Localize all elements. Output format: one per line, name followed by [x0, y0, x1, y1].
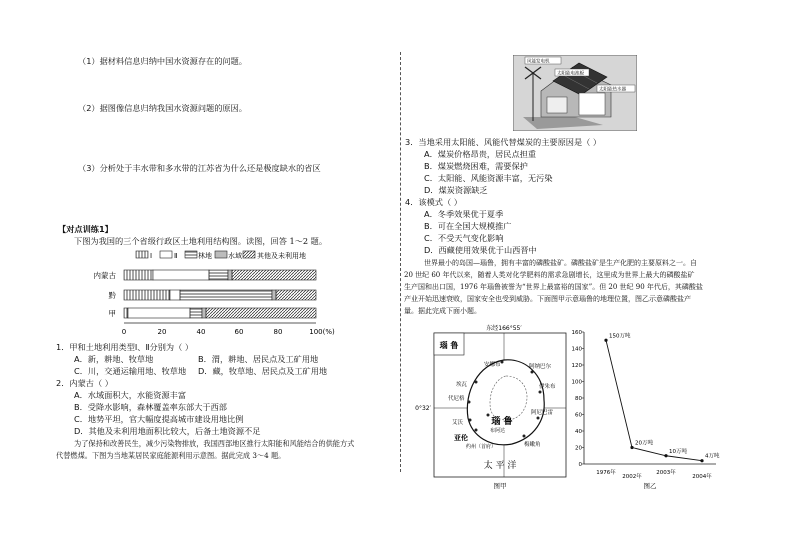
land-use-bar-chart: [84, 248, 344, 344]
y-tick-label: 80: [575, 396, 582, 402]
data-point: [630, 446, 633, 449]
q4-option-c: C．不受天气变化影响: [424, 233, 504, 243]
bar-qian-2: [170, 290, 180, 300]
map-center-label: 瑙 鲁: [491, 417, 513, 427]
legend-swatch-5: [243, 251, 255, 258]
phosphate-production-chart: [570, 322, 730, 494]
data-point: [604, 339, 607, 342]
legend-label-5: 其他及未利用地: [257, 252, 306, 260]
section-title: 【对点训练1】: [58, 224, 113, 234]
column-divider: [400, 52, 401, 472]
question-3-text: （3）分析处于丰水带和多水带的江苏省为什么还是极度缺水的省区: [78, 163, 321, 173]
q3-option-a: A．煤炭价格昂贵，居民点担重: [424, 149, 537, 159]
y-tick-label: 60: [575, 412, 582, 419]
map-longitude-label: 东经166°55′: [486, 325, 522, 332]
nauru-passage-4: 产业开始迅速衰败，国家安全也受到威胁。下面图甲示意瑙鲁的地理位置，图乙示意磷酸盐产: [404, 295, 691, 303]
tick-40: 40: [196, 328, 206, 336]
q1-option-a: A．新，耕地、牧草地: [74, 354, 154, 364]
y-tick-label: 100: [571, 379, 582, 386]
tick-100: 100(%): [309, 328, 335, 336]
passage-line-1: 为了保持和改善民生，减少污染物排放，我国西部地区推行太阳能和风能结合的供能方式: [74, 439, 355, 448]
bar-jia-3: [190, 308, 202, 318]
legend-label-4: 水域: [228, 252, 242, 260]
x-tick-label: 1976年: [596, 470, 616, 476]
legend-swatch-3: [185, 251, 197, 258]
y-tick-label: 140: [571, 346, 582, 353]
data-label: 10万吨: [669, 448, 687, 455]
data-point: [700, 459, 703, 462]
map-latitude-label: 0°32′: [415, 405, 431, 412]
q4-stem: 4．该模式（ ）: [405, 197, 462, 207]
q4-option-d: D．西藏使用效果优于山西晋中: [424, 245, 537, 255]
y-tick-label: 160: [571, 330, 582, 336]
question-1-text: （1）据材料信息归纳中国水资源存在的问题。: [78, 56, 247, 66]
data-label: 150万吨: [609, 333, 631, 340]
bar-nmg-4: [228, 270, 232, 280]
x-tick-label: 2002年: [622, 474, 642, 480]
q3-option-b: B．煤炭燃烧困难，需要保护: [424, 161, 528, 171]
nauru-passage-5: 量。据此完成下面小题。: [404, 307, 481, 315]
bar-jia-5: [206, 308, 316, 318]
nauru-passage-1: 世界最小的岛国—瑙鲁，拥有丰富的磷酸盐矿。磷酸盐矿是生产化肥的主要原料之一。自: [424, 259, 697, 267]
legend-swatch-2: [160, 251, 172, 258]
bar-jia-1: [124, 308, 128, 318]
q3-option-c: C．太阳能、风能资源丰富，无污染: [424, 173, 553, 183]
tick-60: 60: [234, 328, 244, 336]
place-aiwo: 艾沃: [452, 420, 464, 426]
x-tick-label: 2004年: [692, 474, 712, 480]
x-tick-label: 2003年: [656, 470, 676, 476]
row-label-2: 黔: [108, 291, 116, 300]
place-anibare: 阿尼巴雷: [531, 410, 554, 416]
production-line: [606, 340, 702, 460]
label-solar-heater: 太阳能热水器: [599, 87, 626, 93]
row-label-1: 内蒙古: [93, 271, 116, 280]
label-wind-turbine: 风能发电机: [527, 59, 550, 65]
label-solar-panel: 太阳能电池板: [557, 71, 584, 77]
nauru-passage-2: 20 世纪 60 年代以来，随着人类对化学肥料的需求急剧增长，这里成为世界上最大的磷酸盐矿: [404, 271, 695, 279]
y-tick-label: 40: [575, 429, 582, 435]
q1-option-d: D．藏，牧草地、居民点及工矿用地: [198, 366, 328, 376]
bar-jia-4: [202, 308, 206, 318]
nauru-map: [406, 320, 572, 492]
q3-stem: 3．当地采用太阳能、风能代替煤炭的主要原因是（ ）: [405, 137, 602, 147]
y-tick-label: 0: [578, 462, 582, 468]
row-label-3: 甲: [108, 309, 116, 318]
bar-nmg-3: [209, 270, 228, 280]
y-tick-label: 20: [575, 445, 582, 452]
q4-option-b: B．可在全国大规模推广: [424, 221, 512, 231]
q2-option-b: B．受降水影响，森林覆盖率东部大于西部: [74, 402, 227, 412]
q1-option-b: B．渭，耕地、居民点及工矿用地: [198, 354, 319, 364]
q1-option-c: C．川，交通运输用地、牧草地: [74, 366, 187, 376]
legend-swatch-1: [136, 251, 148, 258]
place-meneng: 梅嫩角: [524, 442, 541, 448]
bar-jia-2: [128, 308, 190, 318]
legend-label-2: Ⅱ: [174, 252, 178, 260]
chart-caption: 图乙: [643, 482, 657, 490]
map-caption: 图甲: [493, 482, 507, 490]
tick-0: 0: [121, 328, 127, 336]
bar-nmg-1: [124, 270, 153, 280]
q3-option-d: D．煤炭资源缺乏: [424, 185, 488, 195]
intro-text: 下图为我国的三个省级行政区土地利用结构图。读图，回答 1～2 题。: [74, 236, 328, 246]
q4-option-a: A．冬季效果优于夏季: [424, 209, 504, 219]
place-yaren: 亚伦: [454, 434, 468, 442]
q2-option-a: A．水域面积大，水能资源丰富: [74, 390, 187, 400]
tick-80: 80: [273, 328, 283, 336]
house-energy-illustration: [513, 55, 637, 131]
q2-option-c: C．地势平坦，官大幅度提高城市建设用地比例: [74, 414, 244, 424]
place-anabar: 阿纳巴尔: [529, 364, 552, 370]
place-buada: 布阿达: [490, 428, 506, 434]
q1-stem: 1．甲和土地利用类型Ⅰ、Ⅱ分别为（ ）: [56, 342, 194, 352]
q2-option-d: D．其他及未利用地面积比较大，后备土地资源不足: [74, 426, 261, 436]
place-ewa: 埃瓦: [456, 382, 468, 388]
nauru-passage-3: 生产国和出口国，1976 年瑙鲁被誉为“世界上最富裕的国家”。但 20 世纪 90 年代后，其磷酸盐: [404, 283, 703, 291]
legend-swatch-4: [215, 251, 227, 258]
place-denigomodu: 代尼格: [448, 396, 465, 402]
legend-label-3: 林地: [198, 252, 212, 260]
bar-qian-1: [124, 290, 170, 300]
bar-qian-3: [180, 290, 272, 300]
bar-nmg-2: [153, 270, 209, 280]
bar-nmg-5: [232, 270, 316, 280]
tick-20: 20: [157, 328, 167, 336]
map-country-label: 瑙 鲁: [439, 341, 459, 350]
data-label: 20万吨: [635, 440, 653, 447]
place-ijuw: 伊朱布: [539, 384, 556, 390]
y-tick-label: 120: [571, 363, 582, 369]
question-2-text: （2）据图像信息归纳我国水资源问题的原因。: [78, 103, 247, 113]
bar-qian-4: [272, 290, 276, 300]
place-capital-note: 约州（首府）: [466, 444, 497, 450]
map-ocean-label: 太 平 洋: [483, 461, 517, 471]
passage-line-2: 代替燃煤。下图为当地某居民家庭能源利用示意图。据此完成 3～4 题。: [56, 451, 286, 460]
legend-label-1: Ⅰ: [150, 252, 153, 260]
place-anabo: 安娜布: [484, 362, 501, 368]
q2-stem: 2．内蒙古（ ）: [56, 378, 113, 388]
data-point: [664, 454, 667, 457]
data-label: 4万吨: [705, 453, 720, 460]
bar-qian-5: [276, 290, 316, 300]
